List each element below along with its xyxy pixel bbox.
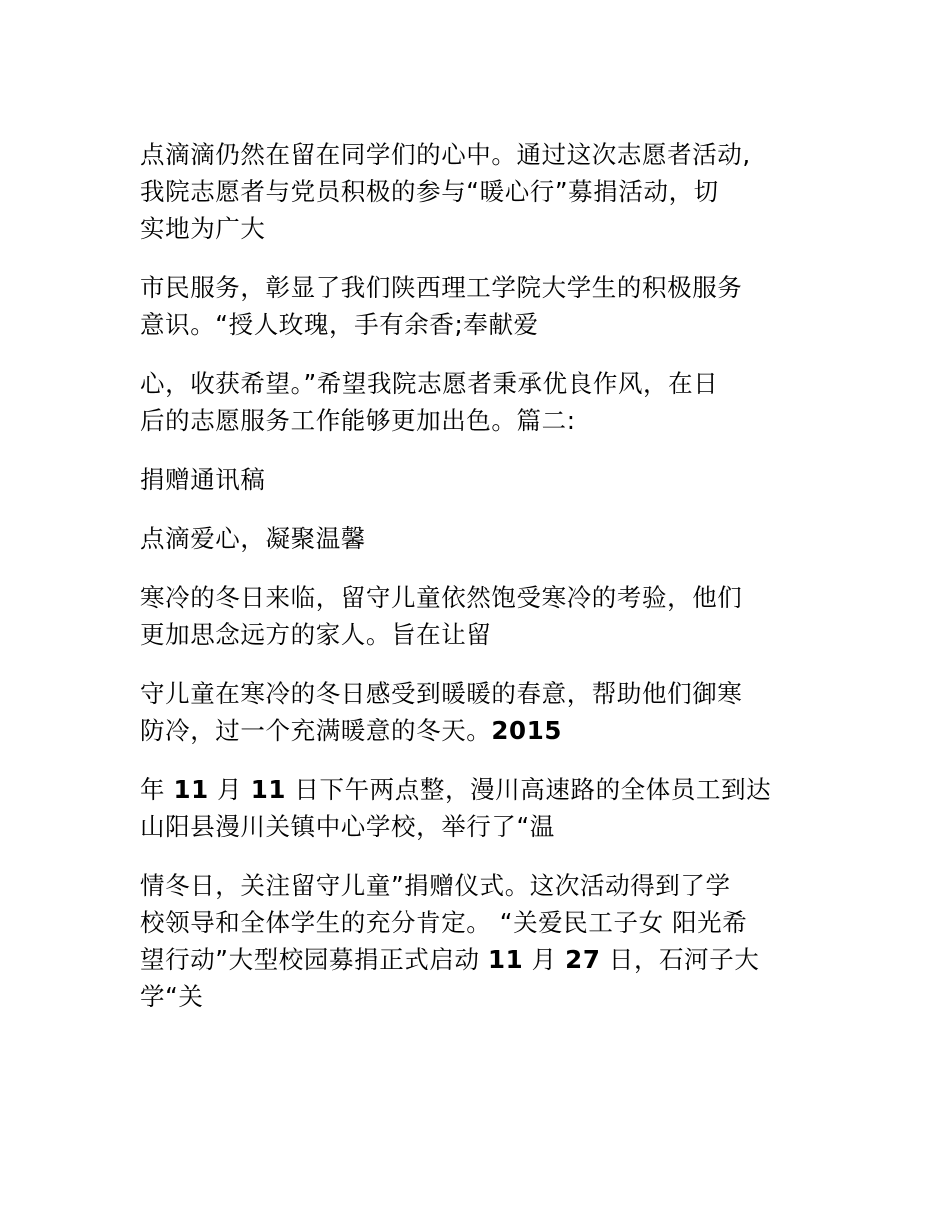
number-text: 27 <box>565 945 601 974</box>
article-title <box>140 520 820 557</box>
text-line: 市民服务，彰显了我们陕西理工学院大学生的积极服务 <box>140 273 743 302</box>
number-text: 11 <box>487 945 524 974</box>
number-text: 11 <box>173 775 209 804</box>
text-line: 守儿童在寒冷的冬日感受到暖暖的春意，帮助他们御寒 <box>140 679 743 708</box>
text-line: 心，收获希望。”希望我院志愿者秉承优良作风，在日 <box>140 369 719 398</box>
text-line: 寒冷的冬日来临，留守儿童依然饱受寒冷的考验，他们 <box>140 583 743 612</box>
text-line: 情冬日，关注留守儿童”捐赠仪式。这次活动得到了学 <box>140 871 731 900</box>
text-line: 校领导和全体学生的充分肯定。 “关爱民工子女 阳光希 <box>140 908 748 937</box>
text-line: 捐赠通讯稿 <box>140 465 266 494</box>
paragraph <box>140 136 820 247</box>
text-line: 意识。“授人玫瑰，手有余香;奉献爱 <box>140 310 539 339</box>
number-text: 2015 <box>491 716 562 745</box>
paragraph <box>140 771 820 845</box>
text-line: 后的志愿服务工作能够更加出色。篇二: <box>140 406 576 435</box>
text-line: 点滴滴仍然在留在同学们的心中。通过这次志愿者活动, <box>140 140 751 169</box>
text-line: 防冷，过一个充满暖意的冬天。2015 <box>140 716 562 745</box>
paragraph <box>140 675 820 749</box>
paragraph <box>140 867 820 1015</box>
paragraph <box>140 269 820 343</box>
text-line: 学“关 <box>140 982 204 1011</box>
text-line: 实地为广大 <box>140 214 266 243</box>
document-body <box>140 136 820 1037</box>
text-line: 更加思念远方的家人。旨在让留 <box>140 620 492 649</box>
text-line: 年 11 月 11 日下午两点整，漫川高速路的全体员工到达 <box>140 775 772 804</box>
section-heading <box>140 461 820 498</box>
text-line: 山阳县漫川关镇中心学校，举行了“温 <box>140 812 555 841</box>
text-line: 我院志愿者与党员积极的参与“暖心行”募捐活动，切 <box>140 177 719 206</box>
paragraph <box>140 365 820 439</box>
text-line: 望行动”大型校园募捐正式启动 11 月 27 日，石河子大 <box>140 945 760 974</box>
paragraph <box>140 579 820 653</box>
number-text: 11 <box>250 775 286 804</box>
text-line: 点滴爱心，凝聚温馨 <box>140 524 366 553</box>
